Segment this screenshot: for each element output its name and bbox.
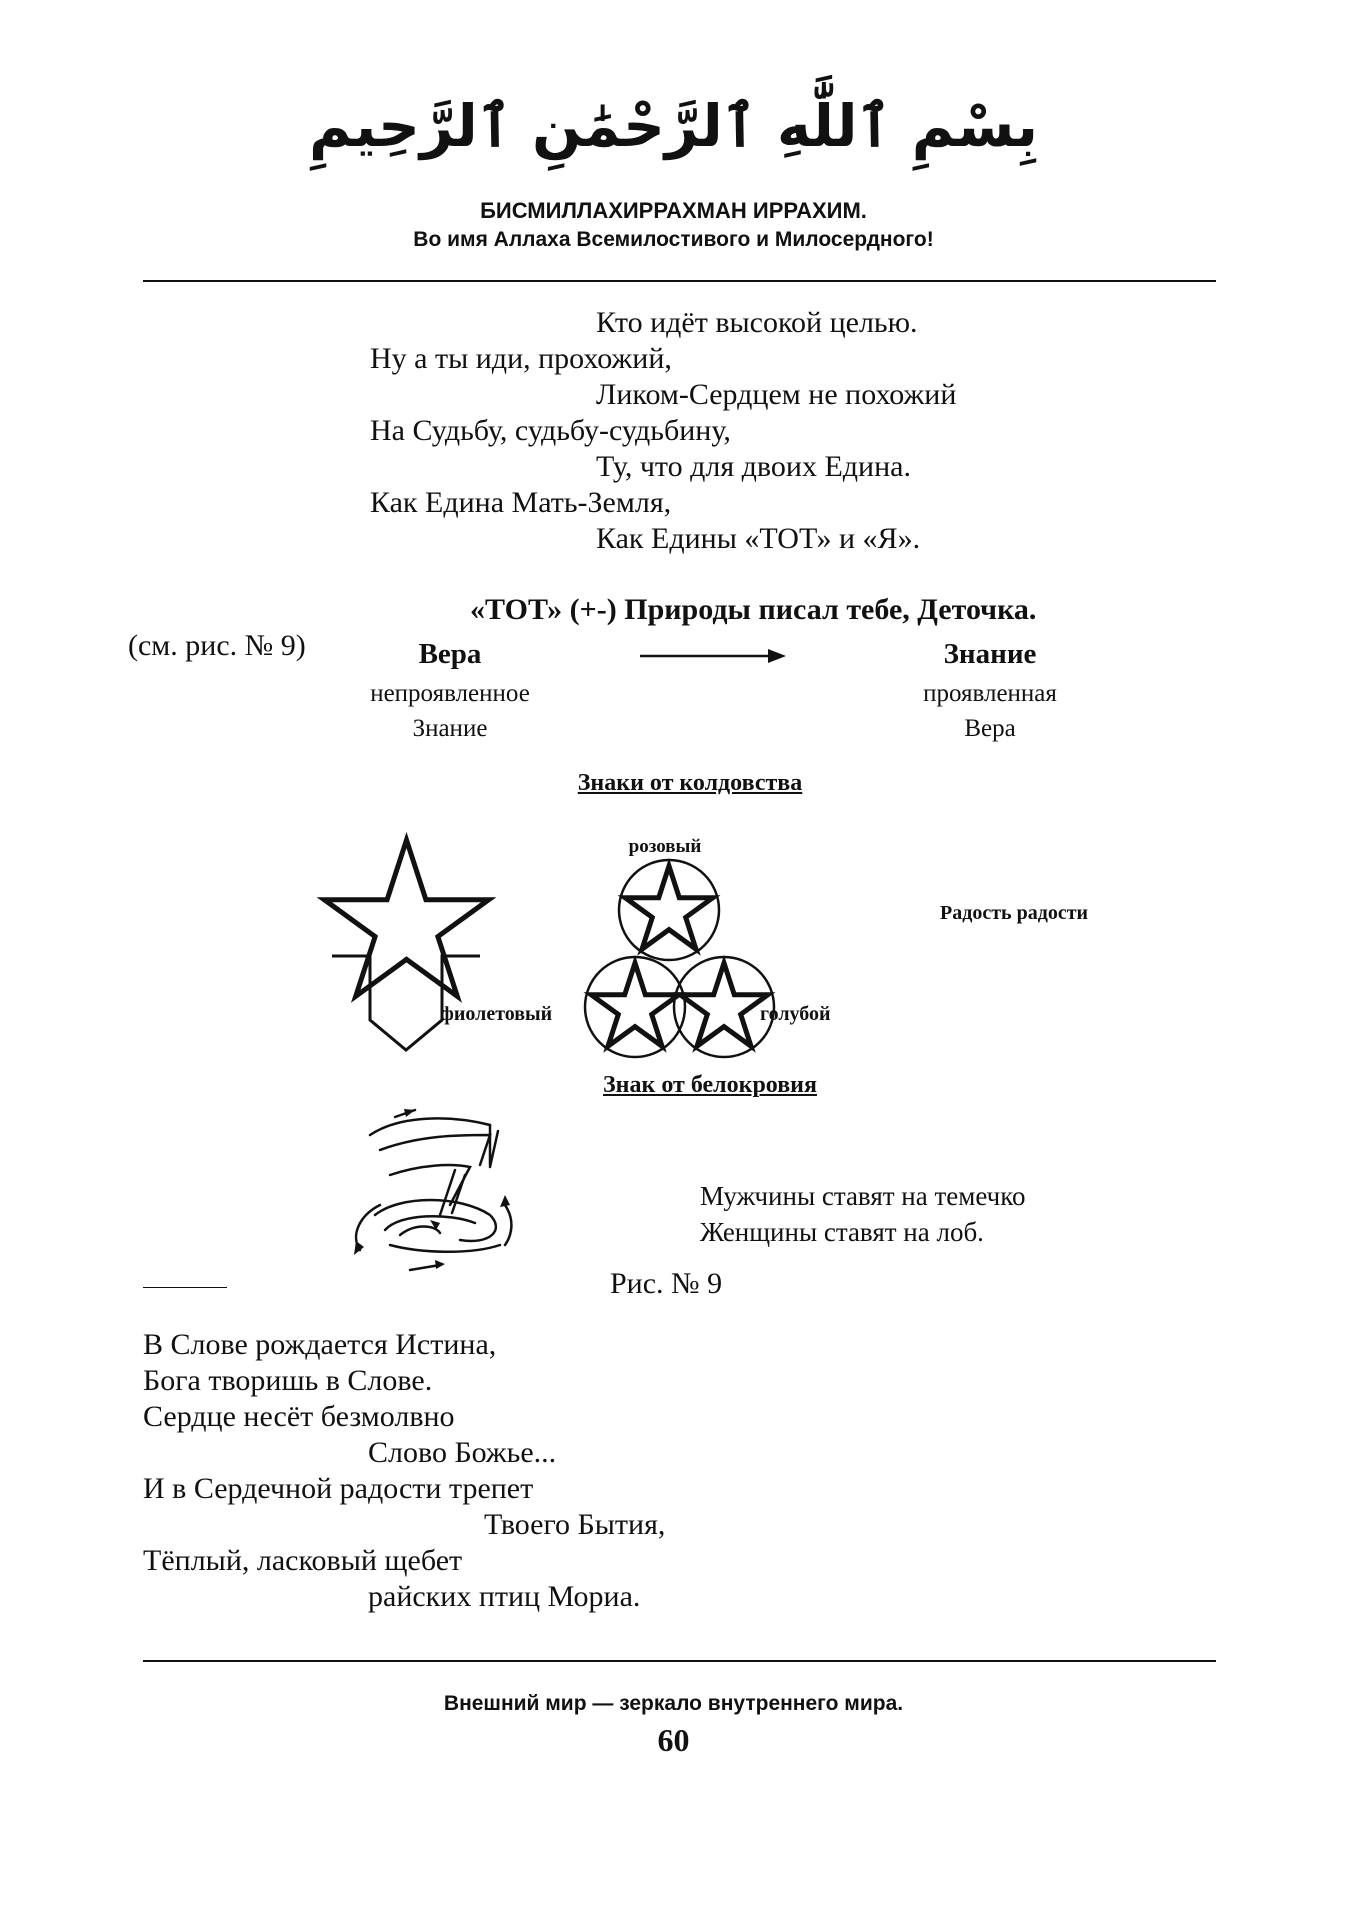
label-pink: розовый [628,836,702,857]
poem-top-line-3: Ликом-Сердцем не похожий [596,378,957,411]
footnote-rule [143,1287,227,1288]
leukemia-sign-title: Знак от белокровия [603,1072,817,1098]
knowledge-line-2: Вера [964,715,1016,742]
label-blue: голубой [760,1003,831,1025]
header-rule [143,280,1216,282]
men-instruction: Мужчины ставят на темечко [700,1181,1026,1211]
three-stars-in-circles-icon [580,860,780,1070]
header-subtitle: Во имя Аллаха Всемилостивого и Милосердного! [413,228,934,251]
poem-bottom-line-1: В Слове рождается Истина, [143,1328,497,1361]
footer-motto: Внешний мир — зеркало внутреннего мира. [443,1692,904,1715]
poem-top-line-1: Кто идёт высокой целью. [596,306,918,339]
leukemia-swirl-icon [340,1095,530,1285]
arrow-right-icon [638,646,788,666]
label-joy-of-joy: Радость радости [940,902,1089,924]
poem-top-line-4: На Судьбу, судьбу-судьбину, [370,414,731,447]
faith-line-1: непроявленное [370,680,530,707]
poem-top-line-5: Ту, что для двоих Едина. [596,450,911,483]
faith-title: Вера [418,638,482,670]
footer-rule [143,1660,1216,1662]
poem-bottom-line-4: Слово Божье... [368,1436,557,1469]
poem-top-line-6: Как Едина Мать-Земля, [370,486,672,519]
poem-bottom-line-6: Твоего Бытия, [484,1508,666,1541]
witchcraft-signs-title: Знаки от колдовства [577,770,803,796]
label-violet: фиолетовый [440,1003,553,1025]
women-instruction: Женщины ставят на лоб. [700,1217,984,1247]
star-shield-icon [330,840,490,1060]
poem-top-line-2: Ну а ты иди, прохожий, [370,342,672,375]
poem-bottom-line-5: И в Сердечной радости трепет [143,1472,534,1505]
poem-bottom-line-2: Бога творишь в Слове. [143,1364,433,1397]
knowledge-line-1: проявленная [923,680,1057,707]
page-number: 60 [657,1722,690,1758]
basmala-calligraphy: بِسْمِ ٱللَّٰهِ ٱلرَّحْمَٰنِ ٱلرَّحِيمِ [309,92,1038,160]
nature-heading: «ТОТ» (+-) Природы писал тебе, Деточка. [470,593,1037,626]
faith-line-2: Знание [412,715,488,742]
poem-bottom-line-3: Сердце несёт безмолвно [143,1400,455,1433]
header-title: БИСМИЛЛАХИРРАХМАН ИРРАХИМ. [480,198,867,223]
knowledge-title: Знание [943,638,1037,670]
poem-top-line-7: Как Едины «ТОТ» и «Я». [596,522,921,555]
figure-reference: (см. рис. № 9) [128,629,306,662]
figure-caption: Рис. № 9 [610,1267,723,1300]
poem-bottom-line-7: Тёплый, ласковый щебет [143,1544,463,1577]
poem-bottom-line-8: райских птиц Мориа. [368,1580,641,1613]
